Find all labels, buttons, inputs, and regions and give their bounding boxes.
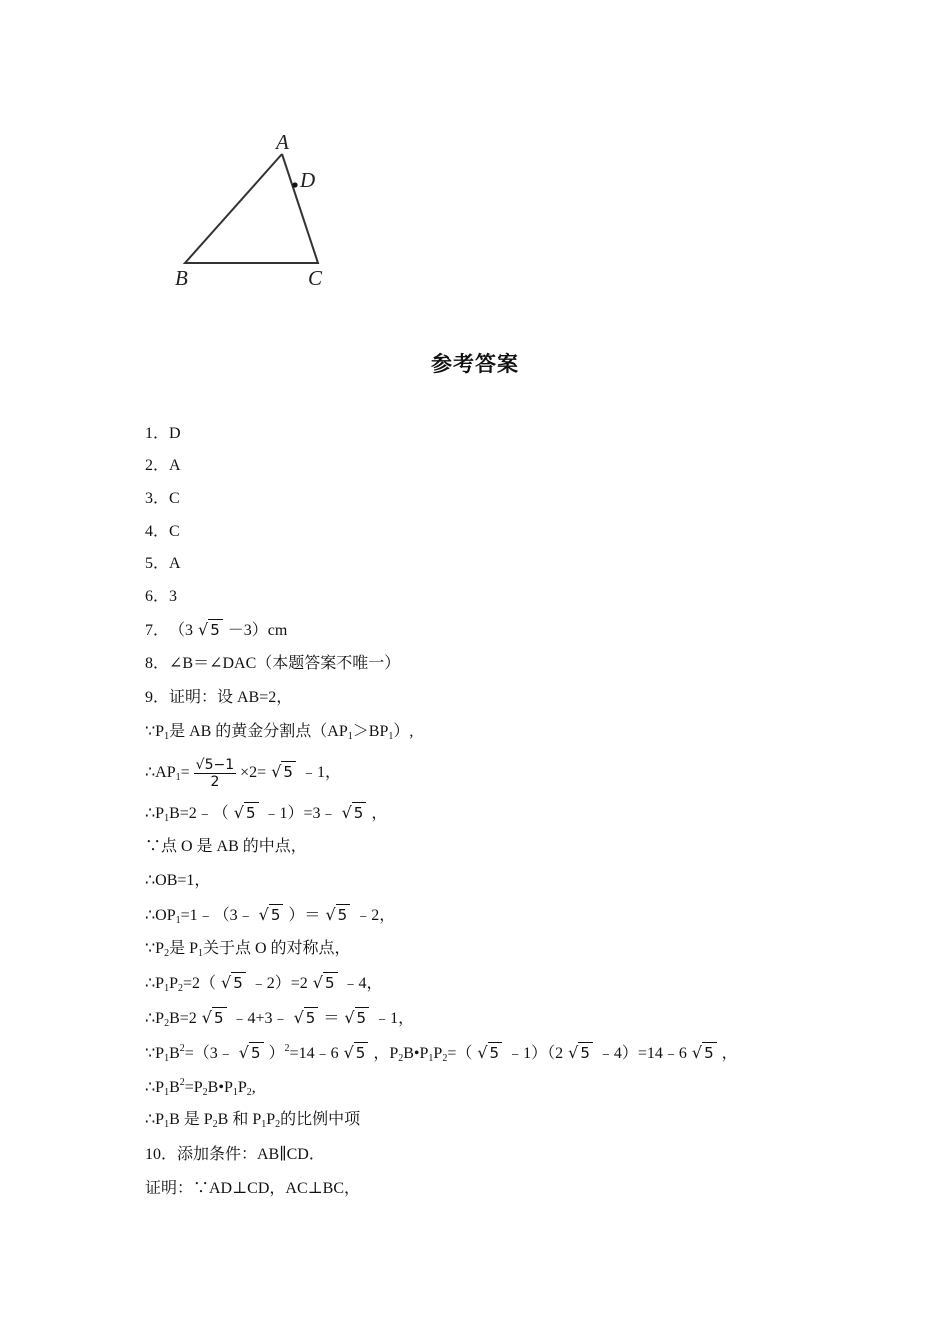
sqrt-expression: √ 5 xyxy=(294,1010,319,1026)
triangle-outline xyxy=(185,154,318,263)
vertex-label-c: C xyxy=(308,266,323,290)
point-label-d: D xyxy=(300,168,316,192)
proof-line-13: $\therefore P_1B$ 是 $P_2B$ 和 $P_1P_2$的比例中项 xyxy=(145,1111,361,1130)
sqrt-expression: √ 5 xyxy=(692,1045,717,1061)
sqrt-expression: √ 5 xyxy=(221,975,246,991)
answer-line-1: 1．D xyxy=(145,425,181,442)
sqrt-expression: √ 5 xyxy=(202,1010,227,1026)
proof-line-6: ∴OB=1， xyxy=(145,872,211,889)
vertex-label-b: B xyxy=(175,266,188,290)
proof-line-8: $\because P_2$是 $P_1$关于点 O 的对称点， xyxy=(145,940,351,959)
sqrt-expression: √ 5 xyxy=(342,805,367,821)
sqrt-expression: √ 5 xyxy=(271,764,296,780)
sqrt-expression: √ 5 xyxy=(477,1045,502,1061)
vertex-label-a: A xyxy=(276,130,289,154)
sqrt-expression: √ 5 xyxy=(344,1010,369,1026)
answer-line-4: 4．C xyxy=(145,523,180,540)
triangle-diagram xyxy=(165,128,365,298)
proof-line-11: $\because P_1B^2=(3﹣$ √ 5 ）$^2$=14﹣6 √ 5 ，$P_2B•P_1P_2=$（ √ 5 ﹣1）（2 √ 5 ﹣4）=14﹣6 √ 5 ， xyxy=(145,1043,738,1064)
triangle-figure xyxy=(165,128,365,298)
proof-line-10: $\therefore P_2B=2$ √ 5 ﹣4+3﹣ √ 5 ＝ √ 5 ﹣1， xyxy=(145,1008,415,1029)
sqrt-expression: √ 5 xyxy=(568,1045,593,1061)
answer-line-7: 7．（3 √ 5 －3）cm xyxy=(145,620,288,639)
page-title: 参考答案 xyxy=(431,352,519,376)
answer-line-3: 3．C xyxy=(145,490,180,507)
proof-line-2: $\because P_1$是 AB 的黄金分割点$(AP_1>BP_1)$, xyxy=(145,723,414,742)
sqrt-expression: √ 5 xyxy=(239,1045,264,1061)
answer-line-5: 5．A xyxy=(145,555,181,572)
sqrt-expression: √ 5 xyxy=(198,622,223,638)
proof-line-1: 9．证明：设 AB=2， xyxy=(145,689,293,706)
proof-line-9: $\therefore P_1P_2=2$（ √ 5 ﹣2）=2 √ 5 ﹣4， xyxy=(145,973,383,994)
point-d xyxy=(292,182,297,187)
fraction: $\frac{√5-1}{2}$ xyxy=(195,757,235,790)
proof-line-4: $\therefore P_1B=2﹣$（ √ 5 ﹣1）=3﹣ √ 5 ， xyxy=(145,803,388,824)
proof-line-3: $\therefore AP_1=$ $\frac{√5-1}{2}$ ×2= √ 5 ﹣1， xyxy=(145,757,341,790)
answer-line-8: 8．∠B＝∠DAC（本题答案不唯一） xyxy=(145,655,401,672)
proof-line-5: ∵点 O 是 AB 的中点， xyxy=(145,838,307,855)
sqrt-expression: √ 5 xyxy=(259,907,284,923)
proof-line-12: $\therefore P_1B^2=P_2B•P_1P_2$, xyxy=(145,1077,256,1098)
sqrt-expression: √ 5 xyxy=(344,1045,369,1061)
answer-line-6: 6．3 xyxy=(145,588,177,605)
proof-line-10-1: 证明：∵AD⊥CD，AC⊥BC， xyxy=(145,1180,361,1197)
proof-line-7: $\therefore OP_1=1﹣(3﹣$ √ 5 ）＝ √ 5 ﹣2， xyxy=(145,905,396,926)
sqrt-expression: √ 5 xyxy=(313,975,338,991)
answer-line-2: 2．A xyxy=(145,457,181,474)
sqrt-expression: √ 5 xyxy=(234,805,259,821)
sqrt-expression: √ 5 xyxy=(325,907,350,923)
answer-line-10: 10．添加条件：AB∥CD． xyxy=(145,1146,325,1163)
